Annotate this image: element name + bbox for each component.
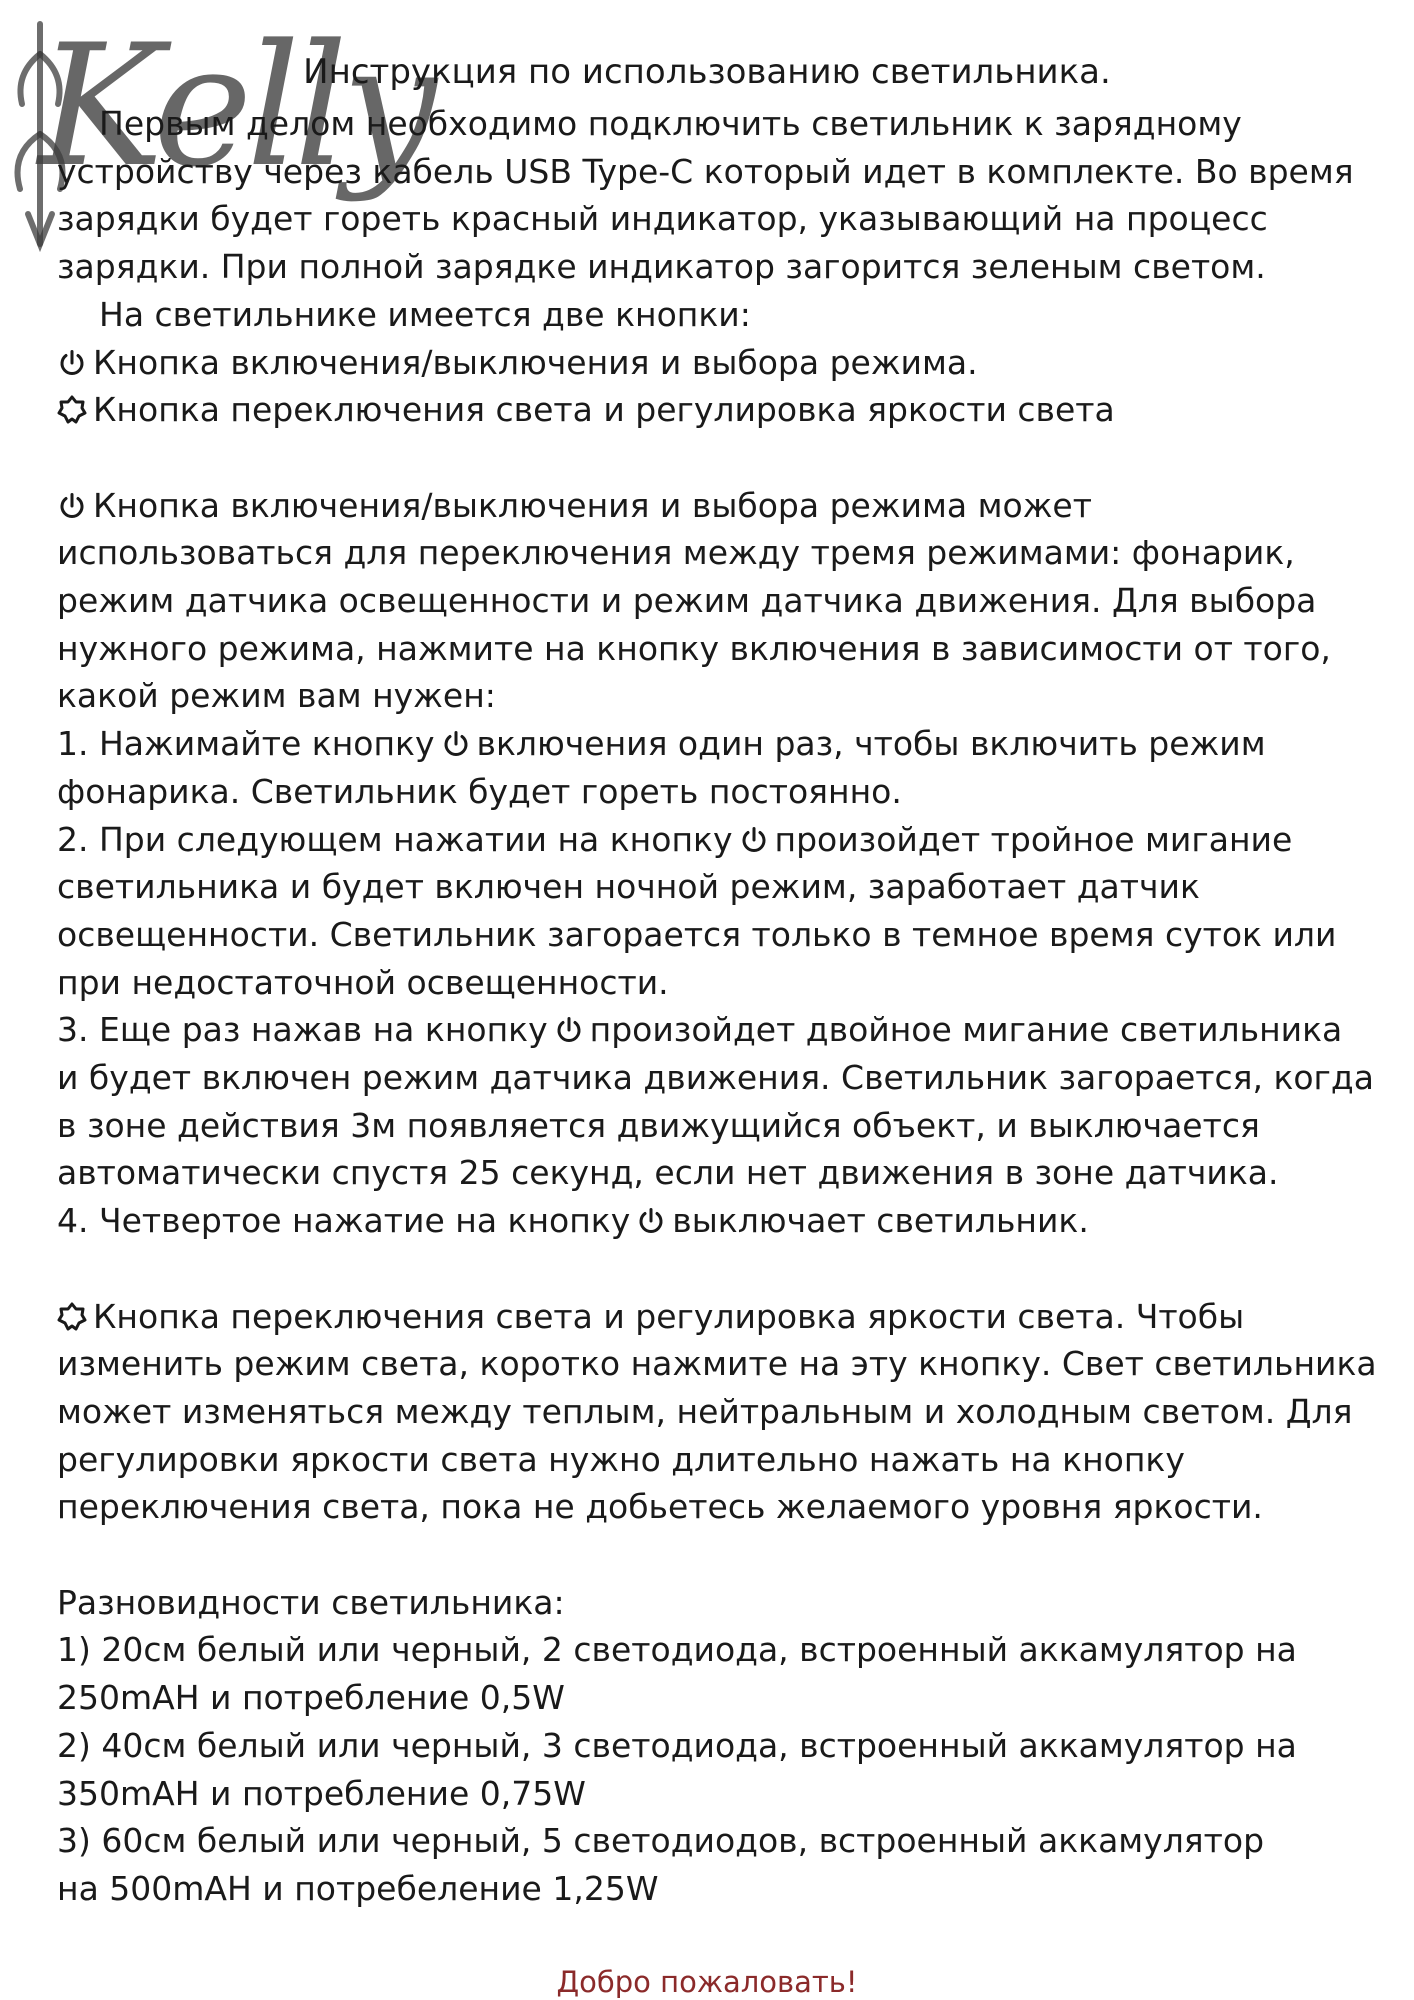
document-title: Инструкция по использованию светильника. — [303, 52, 1111, 92]
step-2-line: светильника и будет включен ночной режим, заработает датчик — [57, 867, 1200, 907]
step-4: 4. Четвертое нажатие на кнопку выключает светильник. — [57, 1201, 1089, 1241]
power-section-line: использоваться для переключения между тремя режимами: фонарик, — [57, 533, 1295, 573]
power-section-line: какой режим вам нужен: — [57, 676, 496, 716]
variant-line: 250mAH и потребление 0,5W — [57, 1678, 565, 1718]
variant-line: 350mAH и потребление 0,75W — [57, 1773, 586, 1813]
intro-line: зарядки. При полной зарядке индикатор загорится зеленым светом. — [57, 247, 1266, 287]
variants-heading: Разновидности светильника: — [57, 1582, 565, 1622]
power-icon — [57, 491, 87, 521]
variant-line: 2) 40см белый или черный, 3 светодиода, встроенный аккамулятор на — [57, 1725, 1297, 1765]
power-section-line: нужного режима, нажмите на кнопку включения в зависимости от того, — [57, 628, 1331, 668]
logo-wordmark: Kelly — [38, 8, 431, 204]
power-icon — [636, 1206, 666, 1236]
button-power-item: Кнопка включения/выключения и выбора режима. — [57, 339, 1357, 387]
intro-line: Первым делом необходимо подключить светильник к зарядному — [99, 104, 1242, 143]
step-3: 3. Еще раз нажав на кнопку произойдет двойное мигание светильника — [57, 1010, 1343, 1050]
power-icon — [739, 825, 769, 855]
instruction-document — [57, 48, 1377, 1913]
step-2-line: при недостаточной освещенности. — [57, 962, 669, 1002]
power-section-line: Кнопка включения/выключения и выбора режима может — [57, 482, 1357, 530]
light-section-line: Кнопка переключения света и регулировка яркости света. Чтобы — [57, 1293, 1357, 1341]
step-3-line: автоматически спустя 25 секунд, если нет движения в зоне датчика. — [57, 1153, 1279, 1193]
sun-icon — [57, 1302, 87, 1332]
variant-line: на 500mAH и потребеление 1,25W — [57, 1868, 659, 1908]
buttons-heading: На светильнике имеется две кнопки: — [99, 294, 751, 334]
power-icon — [441, 729, 471, 759]
intro-line: устройству через кабель USB Type-C который идет в комплекте. Во время — [57, 151, 1354, 191]
light-section-line: регулировки яркости света нужно длительно нажать на кнопку — [57, 1439, 1185, 1479]
step-2-line: освещенности. Светильник загорается только в темное время суток или — [57, 914, 1337, 954]
step-1-line: фонарика. Светильник будет гореть постоянно. — [57, 771, 902, 811]
light-section-line: может изменяться между теплым, нейтральным и холодным светом. Для — [57, 1391, 1353, 1431]
step-2: 2. При следующем нажатии на кнопку произойдет тройное мигание — [57, 819, 1293, 859]
variant-line: 3) 60см белый или черный, 5 светодиодов, встроенный аккамулятор — [57, 1821, 1265, 1861]
step-3-line: и будет включен режим датчика движения. Светильник загорается, когда — [57, 1058, 1374, 1098]
step-1: 1. Нажимайте кнопку включения один раз, чтобы включить режим — [57, 724, 1266, 764]
sun-icon — [57, 395, 87, 425]
button-light-item: Кнопка переключения света и регулировка яркости света — [57, 386, 1357, 434]
light-section-line: переключения света, пока не добьетесь желаемого уровня яркости. — [57, 1487, 1263, 1527]
step-3-line: в зоне действия 3м появляется движущийся объект, и выключается — [57, 1105, 1260, 1145]
variant-line: 1) 20см белый или черный, 2 светодиода, встроенный аккамулятор на — [57, 1630, 1297, 1670]
power-section-line: режим датчика освещенности и режим датчика движения. Для выбора — [57, 581, 1317, 621]
power-icon — [554, 1015, 584, 1045]
intro-line: зарядки будет гореть красный индикатор, указывающий на процесс — [57, 199, 1268, 239]
light-section-line: изменить режим света, коротко нажмите на эту кнопку. Свет светильника — [57, 1344, 1377, 1384]
footer-welcome: Добро пожаловать! — [556, 1965, 858, 1999]
power-icon — [57, 348, 87, 378]
